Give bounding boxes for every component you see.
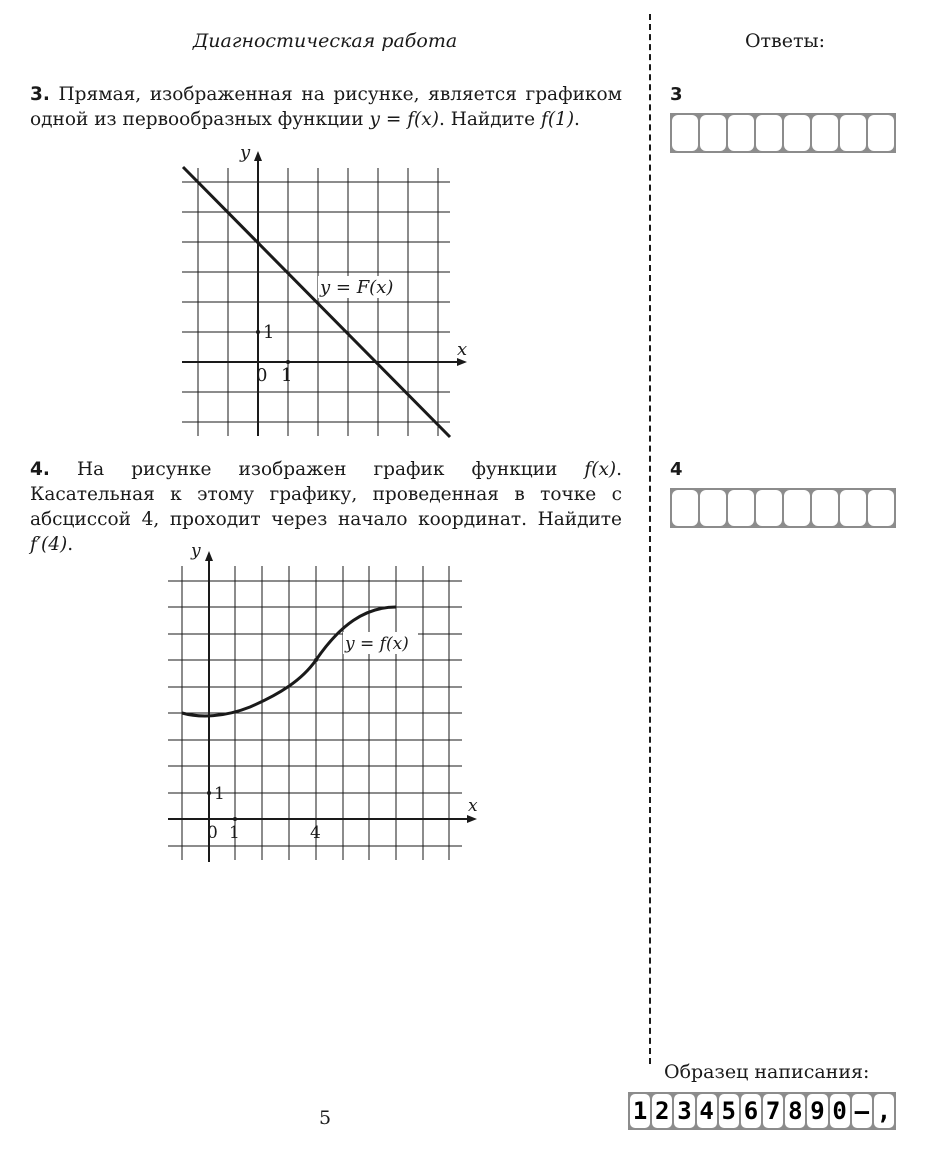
graph-3-x-tick-label: 1 (281, 365, 293, 386)
task-4-text-b: . Касательная к этому графику, проведенная в точке с абсциссой 4, проходит через начало координат. Найдите (30, 459, 622, 530)
graph-4-grid (168, 566, 462, 860)
answer-3-cell[interactable] (728, 115, 754, 151)
graph-3 (170, 140, 470, 440)
graph-4-curve-label: y = f(x) (345, 634, 409, 654)
answer-3-cell[interactable] (784, 115, 810, 151)
graph-3-y-tick (256, 330, 260, 334)
graph-4-origin-label: 0 (207, 823, 218, 843)
answer-4-cell[interactable] (700, 490, 726, 526)
graph-4-y-axis-label: y (191, 541, 201, 561)
task-4-text-a: На рисунке изображен график функции (49, 459, 585, 480)
sample-glyph: 3 (674, 1094, 694, 1128)
task-4-math-2: f′(4) (30, 534, 68, 555)
graph-4 (160, 535, 490, 870)
graph-4-y-tick-label: 1 (214, 784, 225, 804)
sample-glyph: 7 (763, 1094, 783, 1128)
sample-glyph: 5 (719, 1094, 739, 1128)
answer-4-cell[interactable] (784, 490, 810, 526)
graph-4-x-axis-label: x (468, 796, 478, 816)
sample-glyph: 2 (652, 1094, 672, 1128)
task-3-math-2: f(1) (540, 109, 575, 130)
graph-3-y-tick-label: 1 (263, 322, 275, 343)
graph-4-x-tick-label: 1 (229, 823, 240, 843)
answer-3-cell[interactable] (700, 115, 726, 151)
task-3-number: 3. (30, 84, 50, 105)
answer-4-cell[interactable] (728, 490, 754, 526)
graph-4-x-arrow (467, 815, 477, 823)
header-title: Диагностическая работа (192, 30, 458, 52)
answer-3-label: 3 (670, 84, 683, 105)
answers-title: Ответы: (744, 30, 826, 52)
answer-4-cell[interactable] (840, 490, 866, 526)
answer-4-cell[interactable] (756, 490, 782, 526)
answer-3-cell[interactable] (756, 115, 782, 151)
answer-3-box[interactable] (670, 113, 896, 153)
sample-glyph: 9 (807, 1094, 827, 1128)
answer-3-cell[interactable] (868, 115, 894, 151)
page-divider (649, 14, 651, 1064)
sample-label: Образец написания: (664, 1061, 870, 1083)
answer-3-cell[interactable] (840, 115, 866, 151)
graph-3-y-axis-label: y (240, 142, 251, 163)
sample-glyph: 4 (697, 1094, 717, 1128)
sample-glyph: 6 (741, 1094, 761, 1128)
sample-glyph: 1 (630, 1094, 650, 1128)
task-3-text (30, 82, 622, 132)
answer-4-cell[interactable] (672, 490, 698, 526)
sample-glyph: – (852, 1094, 872, 1128)
answer-4-cell[interactable] (812, 490, 838, 526)
graph-3-x-tick (286, 360, 290, 364)
sample-glyph: 8 (785, 1094, 805, 1128)
task-4-math-1: f(x) (584, 459, 617, 480)
task-4-text-c: . (67, 534, 74, 555)
graph-3-x-axis-label: x (457, 339, 468, 360)
answer-4-cell[interactable] (868, 490, 894, 526)
answer-3-cell[interactable] (812, 115, 838, 151)
answer-4-label: 4 (670, 459, 683, 480)
task-4-number: 4. (30, 459, 50, 480)
graph-4-x-tick4-label: 4 (310, 823, 321, 843)
answer-4-box[interactable] (670, 488, 896, 528)
sample-glyph: , (874, 1094, 894, 1128)
graph-4-x-tick (233, 817, 237, 821)
graph-3-y-arrow (254, 151, 262, 161)
sample-box (628, 1092, 896, 1130)
graph-4-y-arrow (205, 551, 213, 561)
graph-4-y-tick (207, 791, 211, 795)
task-3-text-b: . Найдите (438, 109, 541, 130)
task-3-text-c: . (574, 109, 580, 130)
graph-4-axes (168, 556, 472, 862)
answer-3-cell[interactable] (672, 115, 698, 151)
page-number: 5 (318, 1107, 332, 1129)
sample-glyph: 0 (830, 1094, 850, 1128)
graph-3-curve-label: y = F(x) (320, 277, 394, 298)
task-3-math-1: y = f(x) (369, 109, 439, 130)
graph-4-tangent-point (314, 658, 318, 662)
graph-3-origin-label: 0 (256, 365, 268, 386)
task-3-text-a: Прямая, изображенная на рисунке, является графиком одной из первообразных функции (30, 84, 622, 130)
